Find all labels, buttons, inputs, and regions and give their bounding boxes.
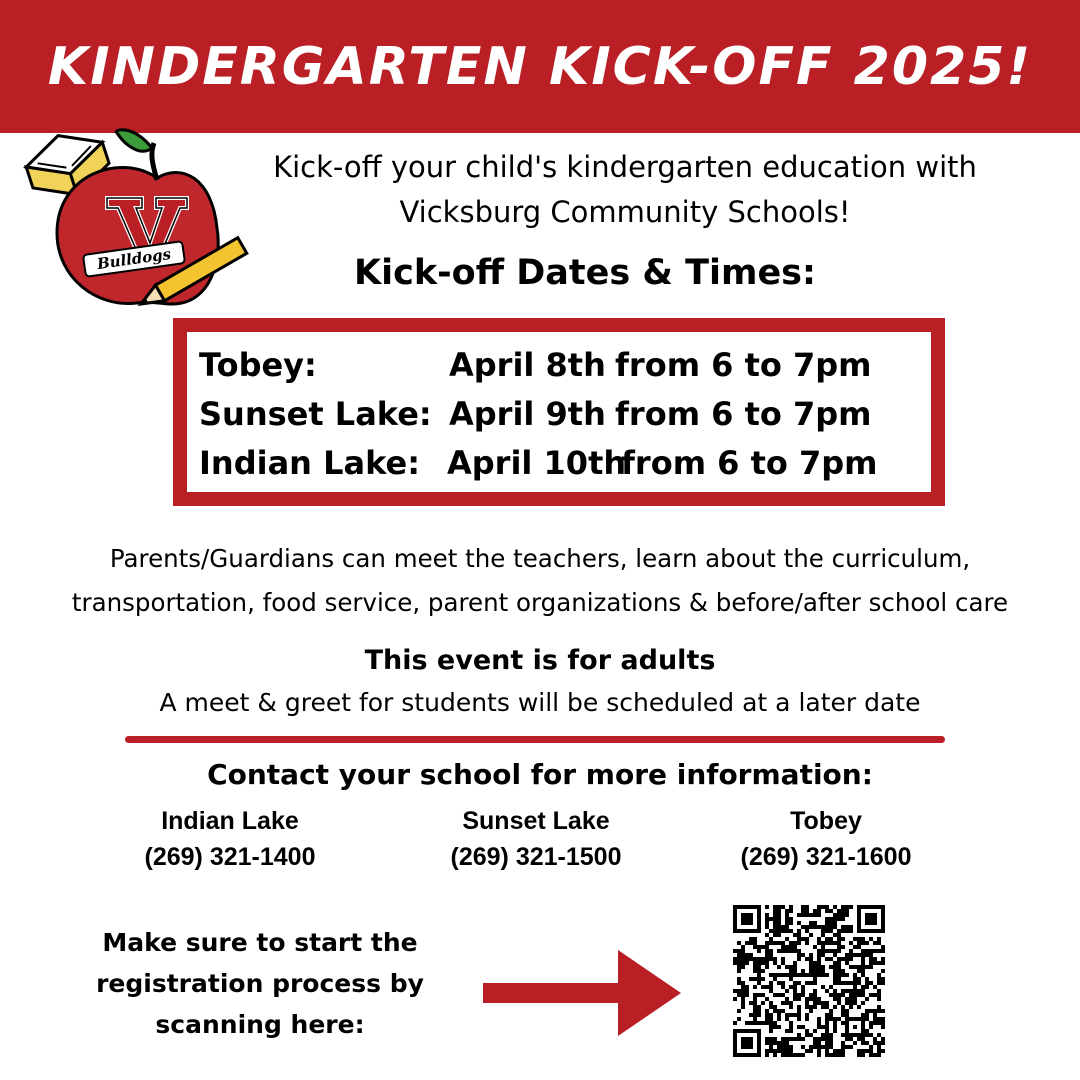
contact-sunset-lake (406, 803, 666, 875)
intro-text (240, 145, 1010, 235)
date-school: Sunset Lake: (199, 395, 432, 433)
contact-title: Contact your school for more information: (207, 758, 873, 791)
date-time: from 6 to 7pm (615, 395, 872, 433)
description-line-1: Parents/Guardians can meet the teachers, learn about the curriculum, (109, 544, 971, 573)
contact-indian-lake (100, 803, 360, 875)
date-school: Indian Lake: (199, 444, 420, 482)
logo-text: Bulldogs (95, 244, 173, 274)
school-name: Indian Lake (161, 807, 299, 835)
school-phone: (269) 321-1600 (740, 843, 912, 871)
school-phone: (269) 321-1400 (144, 843, 316, 871)
right-arrow-icon (483, 950, 683, 1036)
adults-notice-subtitle: A meet & greet for students will be scheduled at a later date (159, 688, 921, 717)
date-time: from 6 to 7pm (621, 444, 878, 482)
event-description (20, 537, 1060, 625)
registration-instructions (70, 922, 450, 1045)
school-name: Tobey (790, 807, 862, 835)
intro-line-2: Vicksburg Community Schools! (399, 195, 851, 229)
school-phone: (269) 321-1500 (450, 843, 622, 871)
registration-line-2: registration process by (96, 969, 424, 998)
school-name: Sunset Lake (462, 807, 610, 835)
title-banner (0, 0, 1080, 133)
dates-heading: Kick-off Dates & Times: (353, 253, 817, 293)
adults-notice-title: This event is for adults (364, 645, 716, 676)
date-day: April 10th (447, 444, 627, 482)
contact-tobey (696, 803, 956, 875)
section-divider (125, 736, 945, 743)
date-school: Tobey: (199, 346, 317, 384)
date-time: from 6 to 7pm (615, 346, 872, 384)
description-line-2: transportation, food service, parent organizations & before/after school care (71, 588, 1009, 617)
page-title: KINDERGARTEN KICK-OFF 2025! (47, 36, 1033, 97)
qr-code-icon[interactable] (733, 905, 885, 1057)
registration-line-1: Make sure to start the (102, 928, 418, 957)
date-day: April 9th (449, 395, 606, 433)
date-day: April 8th (449, 346, 606, 384)
dates-box (173, 318, 945, 506)
registration-line-3: scanning here: (155, 1010, 365, 1039)
intro-line-1: Kick-off your child's kindergarten education with (273, 150, 977, 184)
